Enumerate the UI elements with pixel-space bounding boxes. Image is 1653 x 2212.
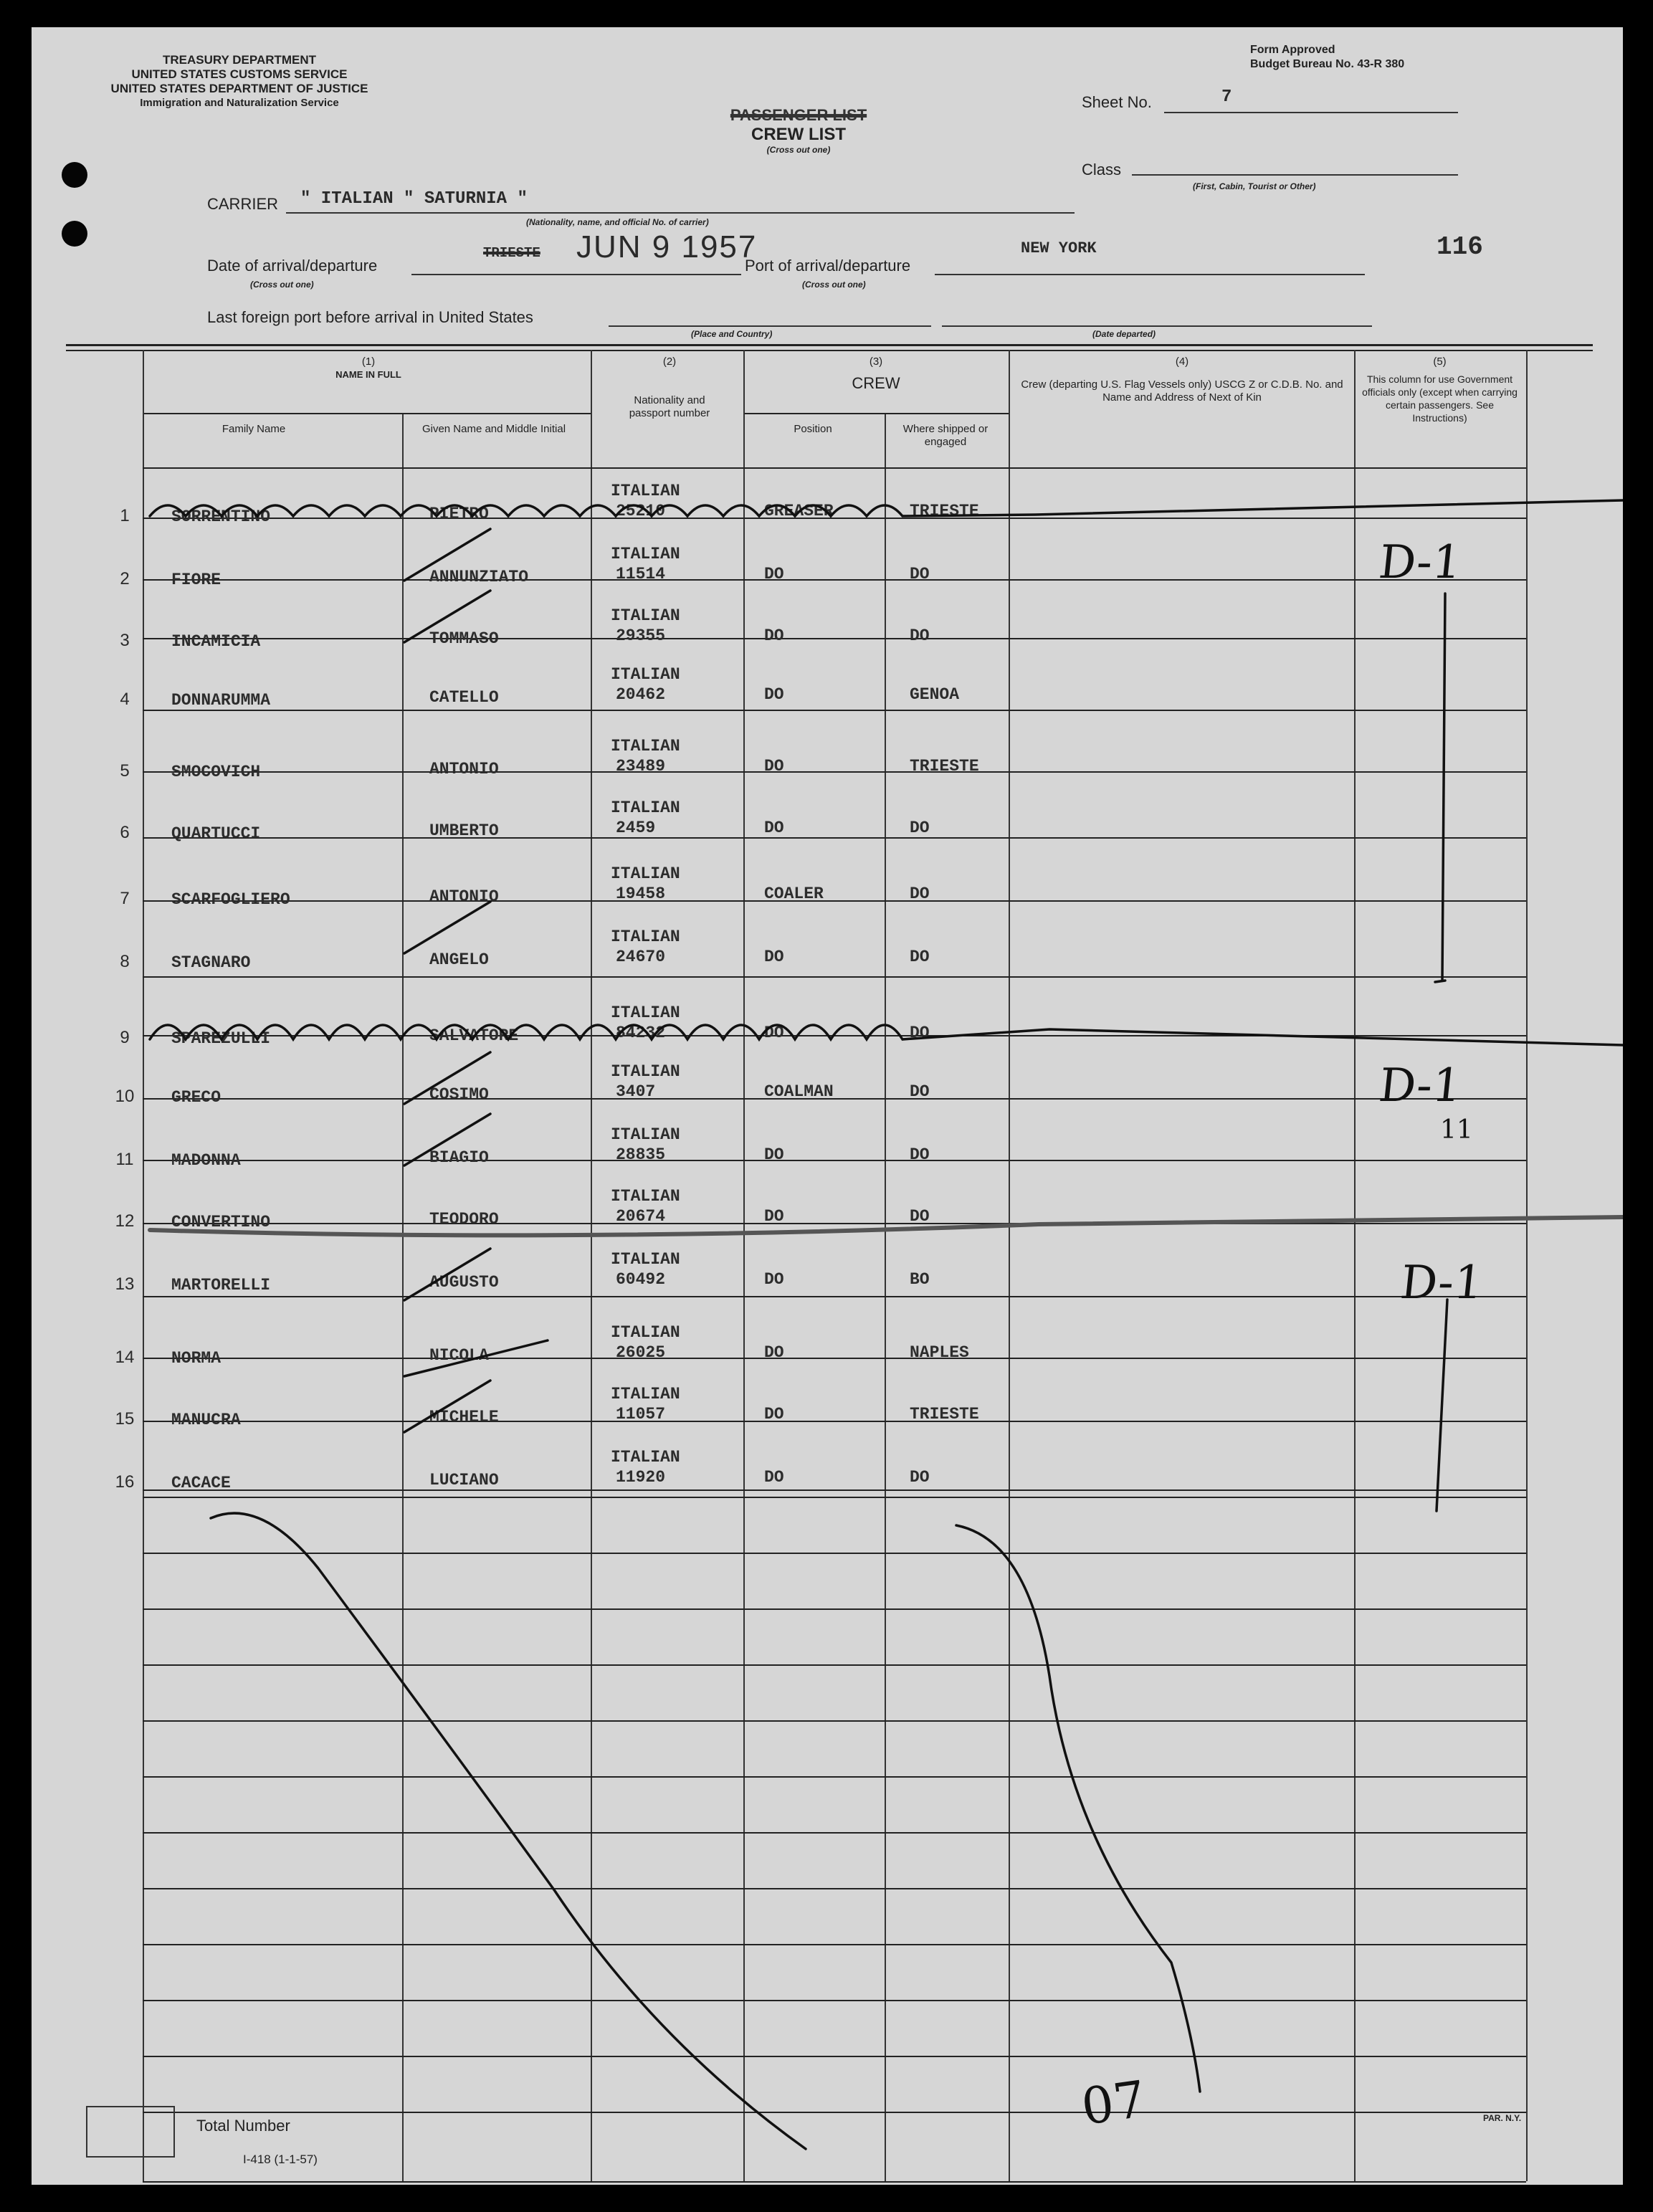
family-name-cell: QUARTUCCI xyxy=(171,824,261,843)
given-name-cell: PIETRO xyxy=(429,505,489,523)
nationality-cell: ITALIAN xyxy=(611,482,680,500)
row-number: 4 xyxy=(120,690,130,709)
row-number: 13 xyxy=(115,1274,135,1294)
position-cell: DO xyxy=(764,1145,784,1164)
slash-mark xyxy=(404,902,490,953)
where-engaged-cell: DO xyxy=(910,948,930,966)
family-name-cell: SCARFOGLIERO xyxy=(171,890,290,909)
row-number: 7 xyxy=(120,889,130,908)
slash-mark xyxy=(404,1114,490,1165)
row-number: 10 xyxy=(115,1087,135,1106)
strike-line xyxy=(150,1217,1623,1235)
nationality-cell: ITALIAN xyxy=(611,1062,680,1081)
row-number: 9 xyxy=(120,1028,130,1047)
given-name-cell: ANNUNZIATO xyxy=(429,568,529,586)
row-number: 5 xyxy=(120,761,130,781)
given-name-cell: CATELLO xyxy=(429,688,499,707)
nationality-cell: ITALIAN xyxy=(611,1250,680,1269)
nationality-cell: ITALIAN xyxy=(611,1323,680,1342)
nationality-cell: ITALIAN xyxy=(611,1187,680,1206)
date-origin: TRIESTE xyxy=(483,245,540,261)
given-name-cell: ANTONIO xyxy=(429,887,499,906)
row-number: 1 xyxy=(120,506,130,525)
passport-cell: 11057 xyxy=(616,1405,666,1424)
where-engaged-cell: DO xyxy=(910,626,930,645)
passport-cell: 26025 xyxy=(616,1343,666,1362)
passport-cell: 19458 xyxy=(616,885,666,903)
family-name-cell: MADONNA xyxy=(171,1151,241,1170)
passport-cell: 60492 xyxy=(616,1270,666,1289)
family-name-cell: SORRENTINO xyxy=(171,507,271,526)
position-cell: DO xyxy=(764,1024,784,1042)
passport-cell: 20462 xyxy=(616,685,666,704)
family-name-cell: FIORE xyxy=(171,571,221,589)
date-label: Date of arrival/departure xyxy=(207,257,378,275)
family-name-header: Family Name xyxy=(221,423,286,435)
where-engaged-cell: DO xyxy=(910,1024,930,1042)
bracket-line xyxy=(1442,593,1445,981)
sheet-number: 7 xyxy=(1221,87,1232,107)
family-name-cell: INCAMICIA xyxy=(171,632,261,651)
family-name-cell: SMOCOVICH xyxy=(171,763,261,781)
row-number: 16 xyxy=(115,1472,135,1492)
col5-number: (5) xyxy=(1433,356,1447,368)
arrival-date: JUN 9 1957 xyxy=(576,229,758,264)
given-name-cell: ANGELO xyxy=(429,950,489,969)
port-cross-out-hint: (Cross out one) xyxy=(802,280,866,290)
passport-cell: 2459 xyxy=(616,819,656,837)
given-name-header: Given Name and Middle Initial xyxy=(421,423,566,435)
passport-cell: 24670 xyxy=(616,948,666,966)
slash-mark xyxy=(404,591,490,642)
form-approved-text: Form Approved xyxy=(1250,44,1335,56)
agency-line: TREASURY DEPARTMENT xyxy=(162,53,317,67)
void-stroke xyxy=(956,1525,1200,2092)
bracket-line xyxy=(1435,981,1445,982)
given-name-cell: SALVATORE xyxy=(429,1026,519,1045)
nationality-cell: ITALIAN xyxy=(611,606,680,625)
crew-header: CREW xyxy=(852,374,900,392)
position-cell: DO xyxy=(764,626,784,645)
where-engaged-cell: NAPLES xyxy=(910,1343,969,1362)
passport-cell: 28835 xyxy=(616,1145,666,1164)
family-name-cell: MANUCRA xyxy=(171,1411,241,1429)
position-cell: DO xyxy=(764,1468,784,1487)
position-cell: DO xyxy=(764,565,784,583)
passport-cell: 11514 xyxy=(616,565,666,583)
date-cross-out-hint: (Cross out one) xyxy=(250,280,314,290)
position-cell: DO xyxy=(764,948,784,966)
nationality-cell: ITALIAN xyxy=(611,1448,680,1467)
family-name-cell: MARTORELLI xyxy=(171,1276,271,1295)
place-hint: (Place and Country) xyxy=(691,329,773,339)
where-engaged-cell: DO xyxy=(910,819,930,837)
slash-mark xyxy=(404,1381,490,1432)
family-name-cell: CONVERTINO xyxy=(171,1213,271,1231)
given-name-cell: TEODORO xyxy=(429,1210,499,1229)
passenger-list-crossed: PASSENGER LIST xyxy=(730,106,867,124)
family-name-cell: STAGNARO xyxy=(171,953,251,972)
row-number: 3 xyxy=(120,631,130,650)
handwritten-ditto: 11 xyxy=(1440,1115,1473,1145)
passport-cell: 29355 xyxy=(616,626,666,645)
given-name-cell: COSIMO xyxy=(429,1085,489,1104)
position-cell: DO xyxy=(764,1405,784,1424)
given-name-cell: UMBERTO xyxy=(429,821,499,840)
slash-mark xyxy=(404,529,490,581)
passport-cell: 20674 xyxy=(616,1207,666,1226)
position-cell: DO xyxy=(764,1207,784,1226)
row-number: 8 xyxy=(120,952,130,971)
nationality-cell: ITALIAN xyxy=(611,665,680,684)
position-cell: DO xyxy=(764,819,784,837)
crew-list-title: CREW LIST xyxy=(751,125,846,144)
given-name-cell: ANTONIO xyxy=(429,760,499,778)
given-name-cell: TOMMASO xyxy=(429,629,499,648)
void-stroke xyxy=(211,1513,806,2149)
cross-out-hint: (Cross out one) xyxy=(766,145,831,155)
nationality-cell: ITALIAN xyxy=(611,928,680,946)
slash-mark xyxy=(404,1052,490,1104)
passport-cell: 11920 xyxy=(616,1468,666,1487)
carrier-hint: (Nationality, name, and official No. of carrier) xyxy=(526,217,709,227)
strike-line xyxy=(150,1025,1623,1045)
carrier-value: " ITALIAN " SATURNIA " xyxy=(300,189,528,209)
col1-number: (1) xyxy=(361,356,376,368)
passport-cell: 23489 xyxy=(616,757,666,776)
given-name-cell: MICHELE xyxy=(429,1408,499,1426)
where-engaged-cell: DO xyxy=(910,565,930,583)
position-cell: DO xyxy=(764,1270,784,1289)
page-number: 116 xyxy=(1437,232,1483,262)
col3-number: (3) xyxy=(869,356,883,368)
passport-cell: 84232 xyxy=(616,1024,666,1042)
pen-strokes xyxy=(32,27,1623,2185)
port-label: Port of arrival/departure xyxy=(745,257,911,275)
nationality-cell: ITALIAN xyxy=(611,1003,680,1022)
where-engaged-cell: DO xyxy=(910,885,930,903)
where-engaged-cell: DO xyxy=(910,1082,930,1101)
given-name-cell: AUGUSTO xyxy=(429,1273,499,1292)
position-cell: DO xyxy=(764,685,784,704)
family-name-cell: DONNARUMMA xyxy=(171,691,271,710)
where-engaged-cell: TRIESTE xyxy=(910,757,979,776)
nationality-cell: ITALIAN xyxy=(611,1125,680,1144)
col4-title: Crew (departing U.S. Flag Vessels only) USCG Z or C.D.B. No. and Name and Address of Next of Kin xyxy=(1021,378,1343,404)
nationality-cell: ITALIAN xyxy=(611,798,680,817)
printer-mark: PAR. N.Y. xyxy=(1483,2113,1522,2123)
class-label: Class xyxy=(1082,161,1122,178)
position-cell: GREASER xyxy=(764,502,834,520)
total-label: Total Number xyxy=(196,2117,290,2135)
agency-line: UNITED STATES CUSTOMS SERVICE xyxy=(131,67,348,81)
last-port-label: Last foreign port before arrival in United States xyxy=(207,308,533,326)
nationality-cell: ITALIAN xyxy=(611,864,680,883)
col5-title: This column for use Government officials only (except when carrying certain passengers. See Instructions) xyxy=(1362,373,1518,424)
position-cell: COALER xyxy=(764,885,824,903)
family-name-cell: GRECO xyxy=(171,1088,221,1107)
where-engaged-cell: TRIESTE xyxy=(910,1405,979,1424)
where-engaged-cell: DO xyxy=(910,1145,930,1164)
family-name-cell: CACACE xyxy=(171,1474,231,1492)
where-engaged-header: Where shipped or engaged xyxy=(902,423,989,448)
passport-cell: 3407 xyxy=(616,1082,656,1101)
slash-mark xyxy=(404,1249,490,1300)
given-name-cell: BIAGIO xyxy=(429,1148,489,1167)
position-cell: COALMAN xyxy=(764,1082,834,1101)
port-value: NEW YORK xyxy=(1021,239,1097,257)
nationality-cell: ITALIAN xyxy=(611,1385,680,1403)
form-id: I-418 (1-1-57) xyxy=(243,2153,318,2166)
total-box xyxy=(86,2106,175,2158)
carrier-label: CARRIER xyxy=(207,195,279,213)
where-engaged-cell: DO xyxy=(910,1468,930,1487)
given-name-cell: LUCIANO xyxy=(429,1471,499,1489)
family-name-cell: NORMA xyxy=(171,1349,221,1368)
row-number: 11 xyxy=(115,1150,134,1169)
row-number: 12 xyxy=(115,1211,135,1231)
passport-cell: 25210 xyxy=(616,502,666,520)
col2-number: (2) xyxy=(662,356,677,368)
handwritten-d1: D-1 xyxy=(1376,1059,1464,1112)
date-departed-hint: (Date departed) xyxy=(1092,329,1156,339)
position-cell: DO xyxy=(764,1343,784,1362)
where-engaged-cell: BO xyxy=(910,1270,930,1289)
position-header: Position xyxy=(794,423,832,435)
family-name-cell: SPAREZULLI xyxy=(171,1029,271,1048)
row-number: 6 xyxy=(120,823,130,842)
row-number: 15 xyxy=(115,1409,135,1429)
strike-line xyxy=(150,500,1623,516)
sheet-label: Sheet No. xyxy=(1082,93,1152,111)
class-hint: (First, Cabin, Tourist or Other) xyxy=(1193,181,1316,191)
nationality-cell: ITALIAN xyxy=(611,545,680,563)
position-cell: DO xyxy=(764,757,784,776)
nationality-cell: ITALIAN xyxy=(611,737,680,755)
row-number: 14 xyxy=(115,1348,135,1367)
given-name-cell: NICOLA xyxy=(429,1346,489,1365)
bracket-line xyxy=(1437,1300,1447,1511)
budget-bureau-text: Budget Bureau No. 43-R 380 xyxy=(1250,58,1405,70)
where-engaged-cell: TRIESTE xyxy=(910,502,979,520)
agency-line: UNITED STATES DEPARTMENT OF JUSTICE xyxy=(110,82,368,95)
slash-mark xyxy=(404,1340,548,1376)
where-engaged-cell: GENOA xyxy=(910,685,960,704)
crew-list-form xyxy=(32,27,1623,2185)
handwritten-total: 07 xyxy=(1077,2069,1150,2137)
handwritten-d1: D-1 xyxy=(1376,536,1464,589)
handwritten-d1: D-1 xyxy=(1398,1257,1486,1310)
where-engaged-cell: DO xyxy=(910,1207,930,1226)
agency-line: Immigration and Naturalization Service xyxy=(140,97,339,109)
col2-title: Nationality and passport number xyxy=(629,394,710,419)
col1-title: NAME IN FULL xyxy=(335,369,401,380)
row-number: 2 xyxy=(120,569,130,588)
col4-number: (4) xyxy=(1175,356,1189,368)
